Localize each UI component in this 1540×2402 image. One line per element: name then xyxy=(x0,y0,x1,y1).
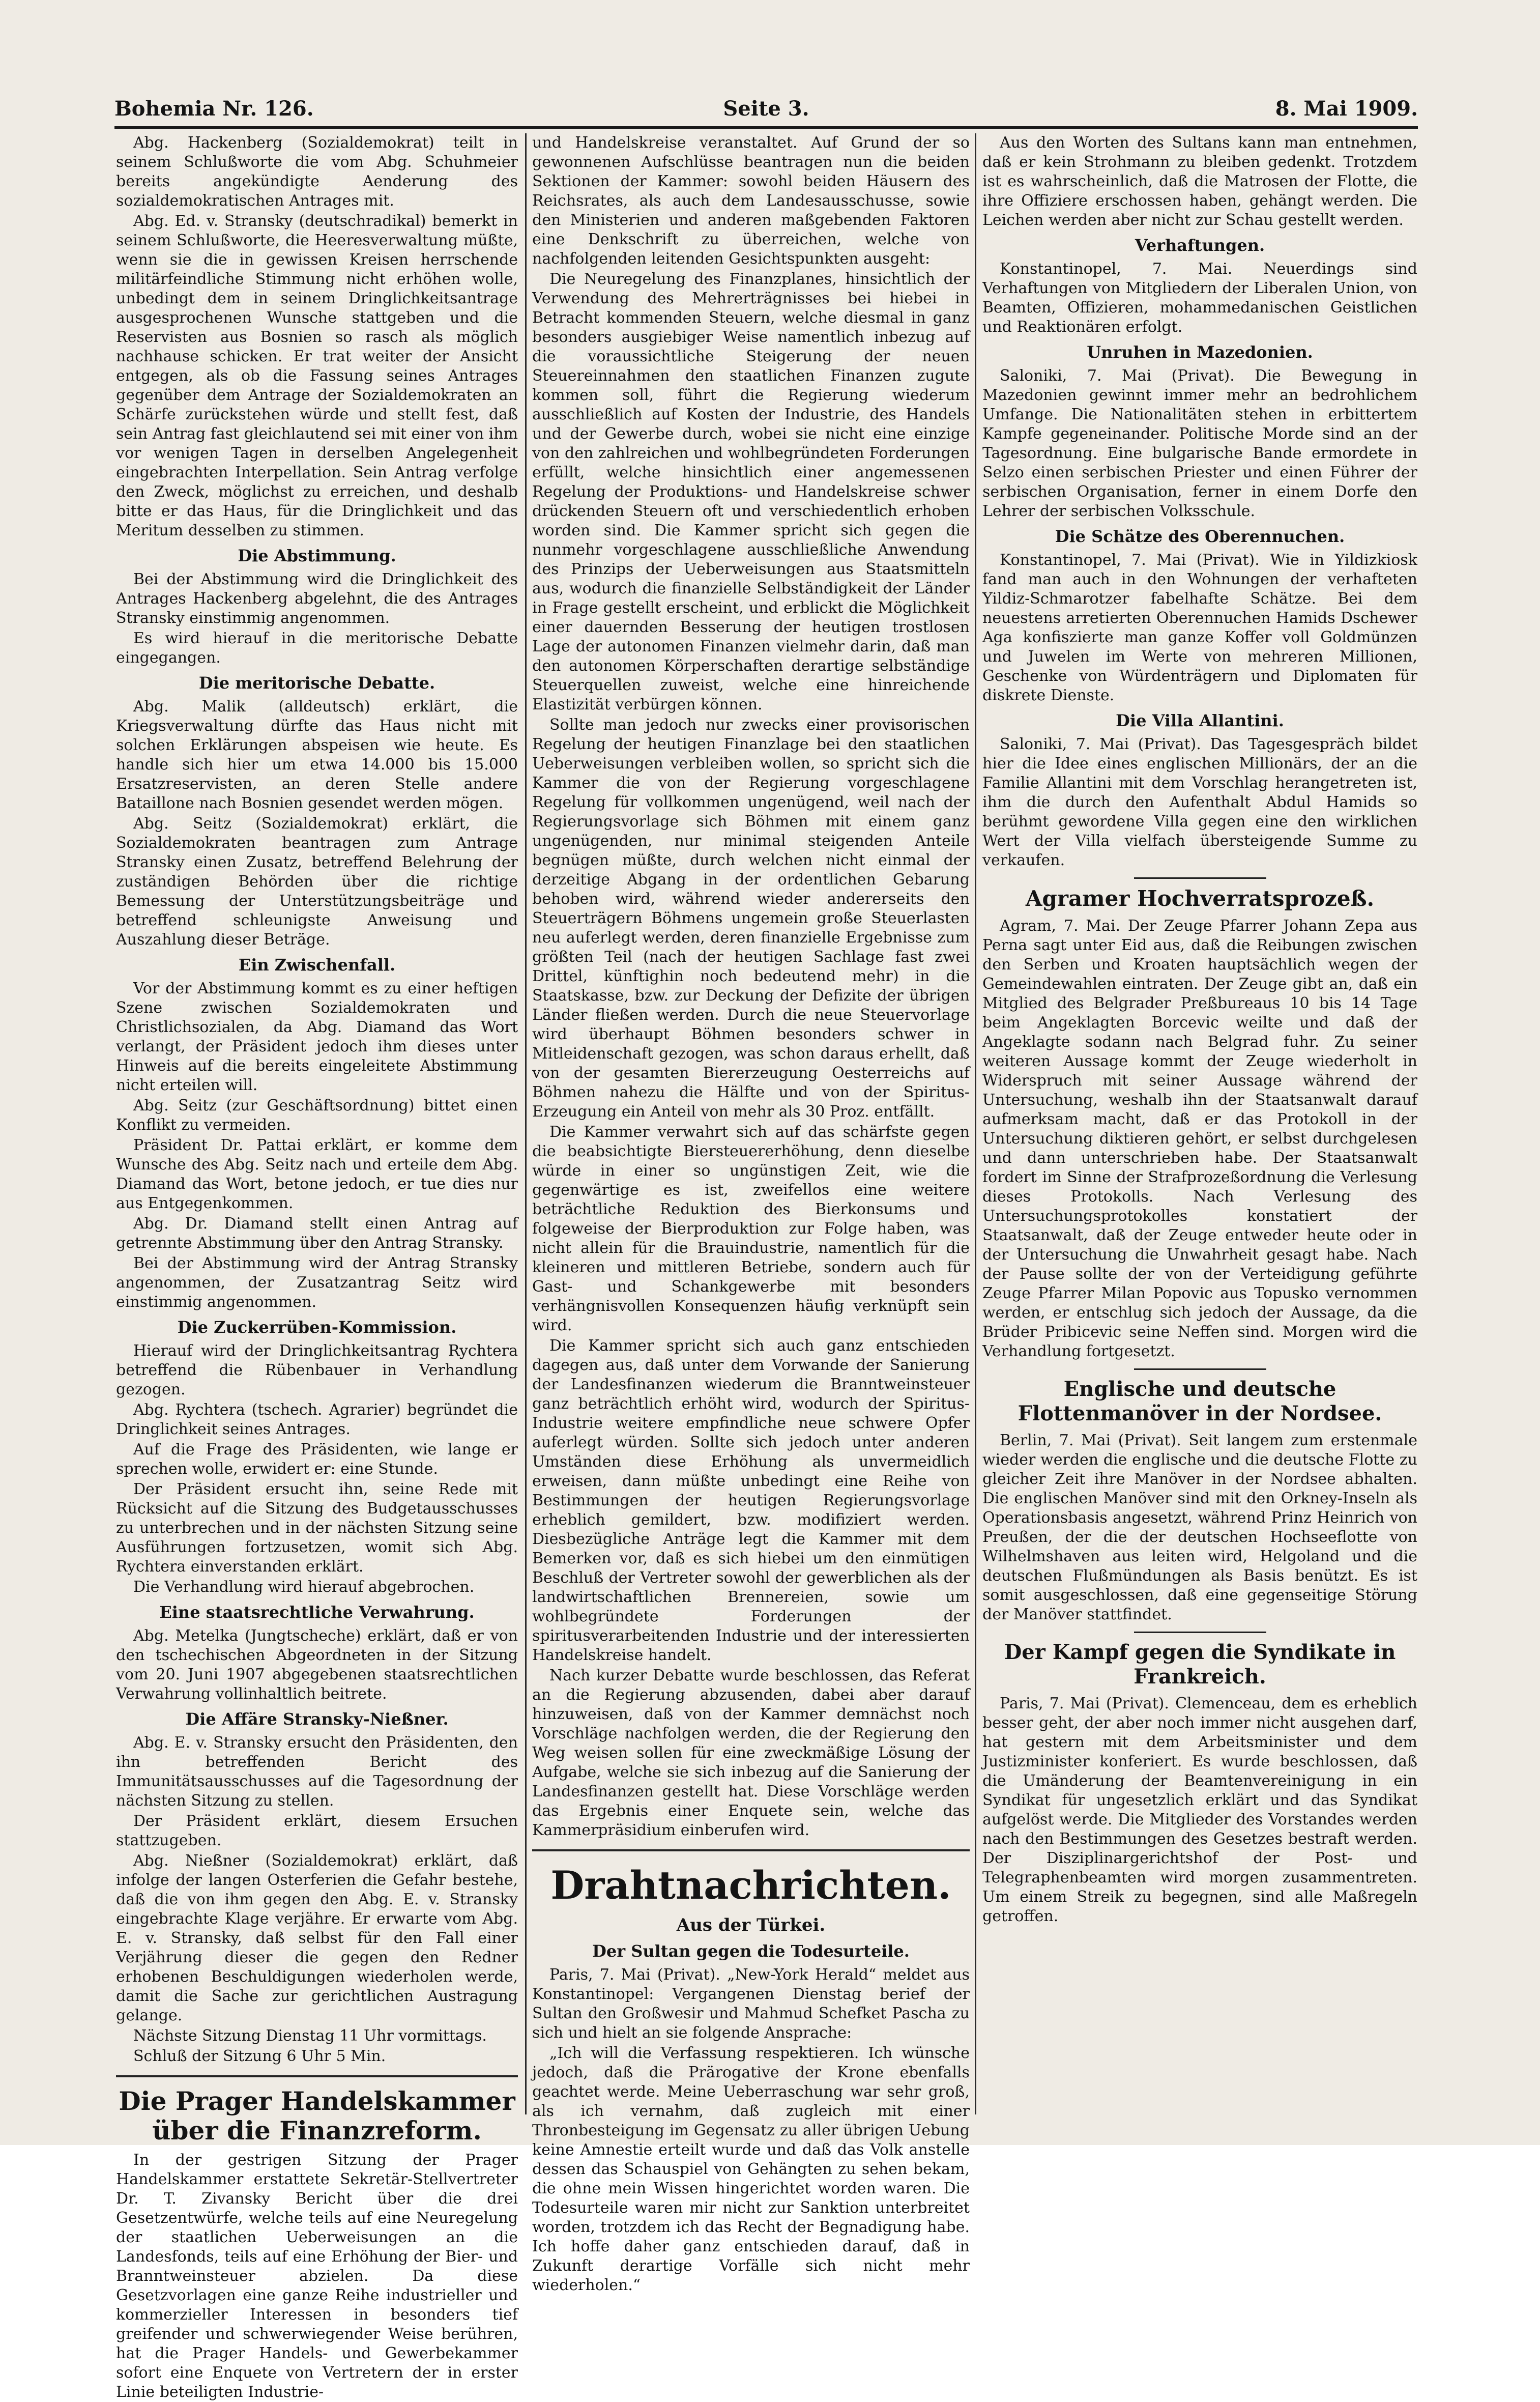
article-divider xyxy=(1134,1368,1266,1370)
article-divider xyxy=(116,2075,518,2077)
section-heading: Unruhen in Mazedonien. xyxy=(1087,342,1313,362)
paragraph: Aus den Worten des Sultans kann man entnehmen, daß er kein Strohmann zu bleiben gedenkt. Trotzdem ist es wahrscheinlich, daß die Matrosen der Flotte, die ihre Offiziere erschossen haben, gehängt werden. Die Leichen werden aber nicht zur Schau gestellt werden. xyxy=(982,134,1417,229)
paragraph: Paris, 7. Mai (Privat). Clemenceau, dem es erheblich besser geht, der aber noch immer nicht ausgehen darf, hat gestern mit dem Arbeitsminister und dem Justizminister konferiert. Es wurde beschlossen, daß die Umänderung der Beamtenvereinigung in ein Syndikat für ungesetzlich erklärt und das Syndikat aufgelöst werde. Die Mitglieder des Vorstandes werden nach den Bestimmungen des Gesetzes bestraft werden. Der Disziplinargerichtshof der Post- und Telegraphenbeamten wird morgen zusammentreten. Um einem Streik zu begegnen, sind alle Maßregeln getroffen. xyxy=(982,1695,1417,1925)
column-2 xyxy=(532,133,970,2294)
paragraph: Nächste Sitzung Dienstag 11 Uhr vormittags. xyxy=(133,2027,487,2045)
paragraph: Der Präsident erklärt, diesem Ersuchen stattzugeben. xyxy=(116,1812,518,1849)
paragraph: Abg. Hackenberg (Sozialdemokrat) teilt in seinem Schlußworte die vom Abg. Schuhmeier bereits angekündigte Aenderung des sozialdemokratischen Antrages mit. xyxy=(116,134,518,210)
paragraph: Saloniki, 7. Mai (Privat). Das Tagesgespräch bildet hier die Idee eines englischen Millionärs, der an die Familie Allantini mit dem Vorschlag herangetreten ist, ihm die durch den Aufenthalt Abdul Hamids so berühmt gewordene Villa gegen eine den wirklichen Wert der Villa vielfach übersteigende Summe zu verkaufen. xyxy=(982,735,1417,869)
paragraph: Die Kammer spricht sich auch ganz entschieden dagegen aus, daß unter dem Vorwande der Sanierung der Landesfinanzen wiederum die Branntweinsteuer ganz beträchtlich erhöht wird, wodurch der Spiritus-Industrie weitere empfindliche neue schwere Opfer auferlegt würden. Sollte sich jedoch unter anderen Umständen diese Erhöhung als unvermeidlich erweisen, dann müßte unbedingt eine Reihe von Bestimmungen der heutigen Regierungsvorlage erheblich gemildert, bzw. modifiziert werden. Diesbezügliche Anträge legt die Kammer mit dem Bemerken vor, daß es sich hiebei um den einmütigen Beschluß der Vertreter sowohl der gewerblichen als der landwirtschaftlichen Brennereien, sowie um wohlbegründete Forderungen der spiritusverarbeitenden Industrie und der interessierten Handelskreise handelt. xyxy=(532,1337,970,1664)
section-heading: Die Villa Allantini. xyxy=(1116,711,1284,730)
paragraph: Bei der Abstimmung wird der Antrag Stransky angenommen, der Zusatzantrag Seitz wird einstimmig angenommen. xyxy=(116,1254,518,1311)
section-heading: Die Affäre Stransky-Nießner. xyxy=(185,1709,449,1729)
paragraph: Der Präsident ersucht ihn, seine Rede mit Rücksicht auf die Sitzung des Budgetausschusses zu unterbrechen und in der nächsten Sitzung seine Ausführungen fortzusetzen, womit sich Abg. Rychtera einverstanden erklärt. xyxy=(116,1480,518,1576)
paragraph: Paris, 7. Mai (Privat). „New-York Herald“ meldet aus Konstantinopel: Vergangenen Dienstag berief der Sultan den Großwesir und Mahmud Schefket Pascha zu sich und hielt an sie folgende Ansprache: xyxy=(532,1966,970,2042)
paragraph: Agram, 7. Mai. Der Zeuge Pfarrer Johann Zepa aus Perna sagt unter Eid aus, daß die Reibungen zwischen den Serben und Kroaten hauptsächlich wegen der Gemeindewahlen eintraten. Der Zeuge gibt an, daß ein Mitglied des Belgrader Preßbureaus 10 bis 14 Tage beim Angeklagten Borcevic weilte und daß der Angeklagte sodann nach Belgrad fuhr. Zu seiner weiteren Aussage kommt der Zeuge wiederholt in Widerspruch mit seiner Aussage während der Untersuchung, weshalb ihn der Staatsanwalt darauf aufmerksam macht, daß er das Protokoll in der Untersuchung diktieren gehört, er selbst durchgelesen und dann unterschrieben habe. Der Staatsanwalt fordert im Sinne der Strafprozeßordnung die Verlesung dieses Protokolls. Nach Verlesung des Untersuchungsprotokolles konstatiert der Staatsanwalt, daß der Zeuge entweder heute oder in der Untersuchung die Unwahrheit gesagt habe. Nach der Pause sollte der von der Verteidigung geführte Zeuge Pfarrer Milan Popovic aus Topusko vernommen werden, er entschlug sich jedoch der Aussage, da die Brüder Pribicevic seine Neffen sind. Morgen wird die Verhandlung fortgesetzt. xyxy=(982,917,1417,1360)
paragraph: Es wird hierauf in die meritorische Debatte eingegangen. xyxy=(116,630,518,667)
page-header xyxy=(114,97,1418,127)
paragraph: Abg. Malik (alldeutsch) erklärt, die Kriegsverwaltung dürfte das Haus nicht mit solchen Erklärungen abspeisen wie heute. Es handle sich hier um etwa 14.000 bis 15.000 Ersatzreservisten, an deren Stelle andere Bataillone nach Bosnien gesendet werden mögen. xyxy=(116,698,518,812)
header-date: 8. Mai 1909. xyxy=(1275,97,1418,121)
paragraph: Bei der Abstimmung wird die Dringlichkeit des Antrages Hackenberg abgelehnt, die des Antrages Stransky einstimmig angenommen. xyxy=(116,570,518,627)
article-headline: Die Prager Handelskammer über die Finanzreform. xyxy=(119,2086,515,2146)
paragraph: Hierauf wird der Dringlichkeitsantrag Rychtera betreffend die Rübenbauer in Verhandlung gezogen. xyxy=(116,1342,518,1398)
column-separator xyxy=(525,133,527,2114)
paragraph: Abg. Rychtera (tschech. Agrarier) begründet die Dringlichkeit seines Antrages. xyxy=(116,1401,518,1438)
header-rule xyxy=(114,126,1418,129)
paragraph: Auf die Frage des Präsidenten, wie lange er sprechen wolle, erwidert er: eine Stunde. xyxy=(116,1441,518,1478)
paragraph: Präsident Dr. Pattai erklärt, er komme dem Wunsche des Abg. Seitz nach und erteile dem Abg. Diamand das Wort, betone jedoch, er tue dies nur aus Entgegenkommen. xyxy=(116,1136,518,1212)
paragraph: In der gestrigen Sitzung der Prager Handelskammer erstattete Sekretär-Stellvertreter Dr. T. Zivansky Bericht über die drei Gesetzentwürfe, welche teils auf eine Neuregelung der staatlichen Ueberweisungen an die Landesfonds, teils auf eine Erhöhung der Bier- und Branntweinsteuer abzielen. Da diese Gesetzvorlagen eine ganze Reihe industrieller und kommerzieller Interessen in besonders tief greifender und schwerwiegender Weise berühren, hat die Prager Handels- und Gewerbekammer sofort eine Enquete von Vertretern der in erster Linie beteiligten Industrie- xyxy=(116,2151,518,2401)
paragraph: Konstantinopel, 7. Mai. Neuerdings sind Verhaftungen von Mitgliedern der Liberalen Union, von Beamten, Offizieren, mohammedanischen Geistlichen und Reaktionären erfolgt. xyxy=(982,260,1417,336)
paragraph: Nach kurzer Debatte wurde beschlossen, das Referat an die Regierung abzusenden, dabei aber darauf hinzuweisen, daß von der Kammer demnächst noch Vorschläge nachfolgen werden, die der Regierung den Weg weisen sollen für eine zweckmäßige Lösung der Aufgabe, welche sie sich inbezug auf die Sanierung der Landesfinanzen gestellt hat. Diese Vorschläge werden das Ergebnis einer Enquete sein, welche das Kammerpräsidium einberufen wird. xyxy=(532,1667,970,1839)
article-divider xyxy=(532,1849,970,1851)
column-separator xyxy=(975,133,976,2114)
section-title: Drahtnachrichten. xyxy=(550,1863,951,1908)
section-heading: Verhaftungen. xyxy=(1135,236,1265,255)
column-3 xyxy=(982,133,1417,2114)
paragraph: Abg. Ed. v. Stransky (deutschradikal) bemerkt in seinem Schlußworte, die Heeresverwaltung müßte, wenn sie die in gewissen Kreisen herrschende militärfeindliche Stimmung nicht erhöhen wolle, unbedingt dem in seinem Dringlichkeitsantrage ausgesprochenen Wunsche stattgeben und die Reservisten aus Bosnien so rasch als möglich nachhause schicken. Er trat weiter der Ansicht entgegen, als ob die Fassung seines Antrages gegenüber dem Antrage der Sozialdemokraten an Schärfe zurückstehen würde und stellt fest, daß sein Antrag fast gleichlautend sei mit einer von ihm vor wenigen Tagen in derselben Angelegenheit eingebrachten Interpellation. Sein Antrag verfolge den Zweck, möglichst zu erreichen, und deshalb bitte er das Haus, für die Dringlichkeit und das Meritum desselben zu stimmen. xyxy=(116,212,518,539)
column-1 xyxy=(116,133,518,2401)
paragraph: Abg. Seitz (zur Geschäftsordnung) bittet einen Konflikt zu vermeiden. xyxy=(116,1097,518,1134)
paragraph: Vor der Abstimmung kommt es zu einer heftigen Szene zwischen Sozialdemokraten und Christlichsozialen, da Abg. Diamand das Wort verlangt, der Präsident jedoch ihm dieses unter Hinweis auf die bereits eingeleitete Abstimmung nicht erteilen will. xyxy=(116,980,518,1094)
paragraph: „Ich will die Verfassung respektieren. Ich wünsche jedoch, daß die Prärogative der Krone ebenfalls geachtet werde. Meine Ueberraschung war sehr groß, als ich vernahm, daß zugleich mit einer Thronbesteigung im Gegensatz zu aller übrigen Uebung keine Amnestie erteilt wurde und daß das Volk anstelle dessen das Schauspiel von Gehängten zu sehen bekam, die ohne mein Wissen hingerichtet worden waren. Die Todesurteile waren mir nicht zur Sanktion unterbreitet worden, trotzdem ich das Recht der Begnadigung habe. Ich hoffe daher ganz entschieden darauf, daß in Zukunft derartige Vorfälle sich nicht mehr wiederholen.“ xyxy=(532,2044,970,2294)
subsection-heading: Aus der Türkei. xyxy=(676,1915,826,1935)
article-divider xyxy=(1134,877,1266,879)
article-divider xyxy=(1134,1632,1266,1633)
paragraph: Konstantinopel, 7. Mai (Privat). Wie in Yildizkiosk fand man auch in den Wohnungen der verhafteten Yildiz-Schmarotzer fabelhafte Schätze. Bei dem neuestens arretierten Oberennuchen Hamids Dschewer Aga konfiszierte man ganze Koffer voll Goldmünzen und Juwelen im Werte von mehreren Millionen, Geschenke von Würdenträgern und Diplomaten für diskrete Dienste. xyxy=(982,551,1417,704)
paragraph: Berlin, 7. Mai (Privat). Seit langem zum erstenmale wieder werden die englische und die deutsche Flotte zu gleicher Zeit ihre Manöver in der Nordsee abhalten. Die englischen Manöver sind mit den Orkney-Inseln als Operationsbasis angesetzt, während Prinz Heinrich von Preußen, der die der deutschen Hochseeflotte von Wilhelmshaven aus leiten wird, Helgoland und die deutschen Flußmündungen als Basis benützt. Es ist somit ausgeschlossen, daß eine gegenseitige Störung der Manöver stattfindet. xyxy=(982,1432,1417,1623)
section-heading: Die meritorische Debatte. xyxy=(198,673,435,693)
article-headline: Agramer Hochverratsprozeß. xyxy=(1025,886,1375,911)
paragraph: Abg. Nießner (Sozialdemokrat) erklärt, daß infolge der langen Osterferien die Gefahr bestehe, daß die von ihm gegen den Abg. E. v. Stransky eingebrachte Klage verjähre. Er erwarte vom Abg. E. v. Stransky, daß selbst für den Fall einer Verjährung dieser die gegen den Redner erhobenen Beschuldigungen wiederholen werde, damit die Sache zur gerichtlichen Austragung gelange. xyxy=(116,1852,518,2024)
header-masthead: Bohemia Nr. 126. xyxy=(114,97,314,121)
paragraph: und Handelskreise veranstaltet. Auf Grund der so gewonnenen Aufschlüsse beantragen nun die beiden Sektionen der Kammer: sowohl beiden Häusern des Reichsrates, als auch dem Landesausschusse, sowie den Ministerien und anderen maßgebenden Faktoren eine Denkschrift zu überreichen, welche von nachfolgenden leitenden Gesichtspunkten ausgeht: xyxy=(532,134,970,268)
header-page-number: Seite 3. xyxy=(723,97,809,121)
paragraph: Abg. E. v. Stransky ersucht den Präsidenten, den ihn betreffenden Bericht des Immunitätsausschusses auf die Tagesordnung der nächsten Sitzung zu stellen. xyxy=(116,1734,518,1810)
paragraph: Die Kammer verwahrt sich auf das schärfste gegen die beabsichtigte Biersteuererhöhung, denn dieselbe würde in einer so ungünstigen Zeit, wie die gegenwärtige es ist, zweifellos eine weitere beträchtliche Reduktion des Bierkonsums und folgeweise der Bierproduktion zur Folge haben, was nicht allein für die Brauindustrie, namentlich für die kleineren und mittleren Betriebe, sondern auch für Gast- und Schankgewerbe mit besonders verhängnisvollen Konsequenzen häufig verknüpft sein wird. xyxy=(532,1123,970,1334)
paragraph: Die Verhandlung wird hierauf abgebrochen. xyxy=(133,1578,475,1596)
paragraph: Abg. Dr. Diamand stellt einen Antrag auf getrennte Abstimmung über den Antrag Stransky. xyxy=(116,1215,518,1252)
article-headline: Der Kampf gegen die Syndikate in Frankreich. xyxy=(1004,1640,1396,1689)
paragraph: Abg. Metelka (Jungtscheche) erklärt, daß er von den tschechischen Abgeordneten in der Sitzung vom 20. Juni 1907 abgegebenen staatsrechtlichen Verwahrung vollinhaltlich beitrete. xyxy=(116,1627,518,1703)
section-heading: Die Zuckerrüben-Kommission. xyxy=(177,1318,457,1337)
article-headline: Englische und deutsche Flottenmanöver in der Nordsee. xyxy=(1018,1377,1382,1425)
section-heading: Der Sultan gegen die Todesurteile. xyxy=(592,1941,910,1961)
section-heading: Die Schätze des Oberennuchen. xyxy=(1055,527,1345,546)
paragraph: Saloniki, 7. Mai (Privat). Die Bewegung in Mazedonien gewinnt immer mehr an bedrohlichem Umfange. Die Nationalitäten stehen in erbittertem Kampfe gegeneinander. Politische Morde sind an der Tagesordnung. Eine bulgarische Bande ermordete in Selzo einen serbischen Priester und einen Führer der serbischen Organisation, ferner in einem Dorfe den Lehrer der serbischen Volksschule. xyxy=(982,367,1417,520)
section-heading: Die Abstimmung. xyxy=(238,546,396,565)
paragraph: Schluß der Sitzung 6 Uhr 5 Min. xyxy=(133,2047,386,2065)
section-heading: Ein Zwischenfall. xyxy=(238,955,396,975)
section-heading: Eine staatsrechtliche Verwahrung. xyxy=(159,1603,475,1622)
paragraph: Die Neuregelung des Finanzplanes, hinsichtlich der Verwendung des Mehrerträgnisses bei hiebei in Betracht kommenden Steuern, welche diesmal in ganz besonders ausgiebiger Weise namentlich inbezug auf die voraussichtliche Steigerung der neuen Steuereinnahmen den staatlichen Finanzen zugute kommen soll, führt die Regierung wiederum ausschließlich auf Kosten der Industrie, des Handels und der Gewerbe durch, wobei sie nicht eine einzige von den zahlreichen und wohlbegründeten Forderungen erfüllt, welche hinsichtlich einer angemessenen Regelung der Produktions- und Handelskreise schwer drückenden Steuern oft und verschiedentlich erhoben worden sind. Die Kammer spricht sich gegen die nunmehr vorgeschlagene ausschließliche Anwendung des Prinzips der Ueberweisungen aus Staatsmitteln aus, wodurch die finanzielle Selbständigkeit der Länder in Frage gestellt erscheint, und erblickt die Möglichkeit einer dauernden Besserung der heutigen trostlosen Lage der autonomen Finanzen vielmehr darin, daß man den autonomen Körperschaften derartige selbständige Steuerquellen zuweist, welche eine hinreichende Elastizität verbürgen können. xyxy=(532,270,970,713)
paragraph: Abg. Seitz (Sozialdemokrat) erklärt, die Sozialdemokraten beantragen zum Antrage Stransky einen Zusatz, betreffend Belehrung der zuständigen Behörden über die richtige Bemessung der Unterstützungsbeiträge und betreffend schleunigste Anweisung und Auszahlung dieser Beträge. xyxy=(116,815,518,949)
paragraph: Sollte man jedoch nur zwecks einer provisorischen Regelung der heutigen Finanzlage bei den staatlichen Ueberweisungen verbleiben wollen, so spricht sich die Kammer die von der Regierung vorgeschlagene Regelung für vollkommen ungenügend, weil nach der Regierungsvorlage sich Böhmen mit einem ganz ungenügenden, nur minimal steigenden Anteile begnügen müßte, durch welchen nicht einmal der derzeitige Abgang in der ordentlichen Gebarung behoben wird, während wieder andererseits den Steuerträgern Böhmens ungemein große Steuerlasten neu auferlegt werden, deren finanzielle Ergebnisse zum größten Teil (nach der heutigen Sachlage fast zwei Drittel, künftighin noch bedeutend mehr) in die Staatskasse, bzw. zur Deckung der Defizite der übrigen Länder fließen werden. Durch die neue Steuervorlage wird überhaupt Böhmen besonders schwer in Mitleidenschaft gezogen, was schon daraus erhellt, daß von der gesamten Biererzeugung Oesterreichs auf Böhmen nahezu die Hälfte und von der Spiritus-Erzeugung ein Anteil von mehr als 30 Proz. entfällt. xyxy=(532,716,970,1121)
